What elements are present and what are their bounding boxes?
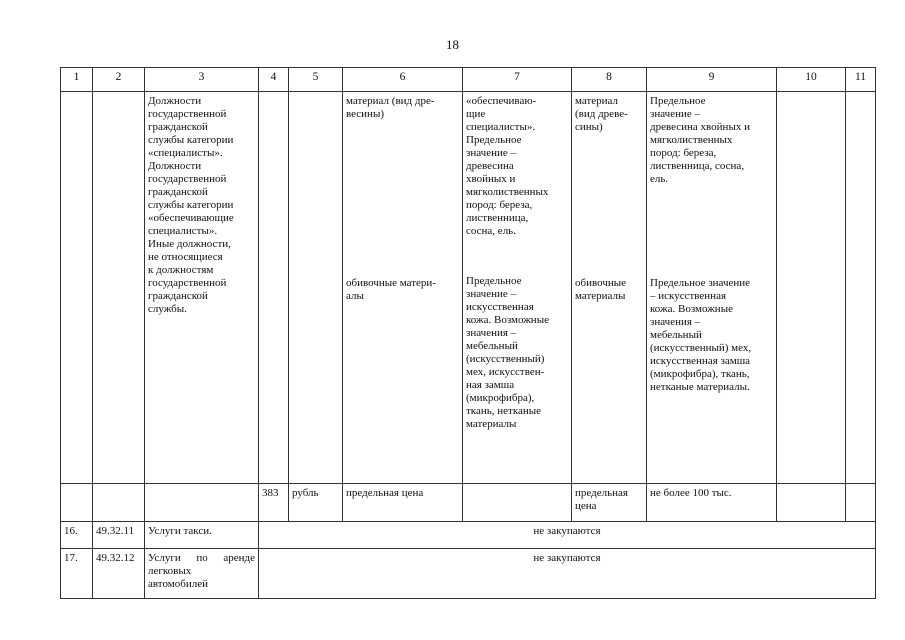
text-line: мех, искусствен- [466,366,545,378]
text-line: не относящиеся [148,251,223,263]
header-cell: 2 [93,68,145,92]
text-line: материал [575,95,619,107]
table-row [61,92,876,484]
status-note: не закупаются [259,522,876,549]
text-line: Должности [148,160,202,172]
text-line: Предельное [466,134,522,146]
text-line: «обеспечивающие [148,212,234,224]
header-cell: 7 [463,68,572,92]
value-cell: не более 100 тыс. [647,484,777,522]
text-line: материалы [466,418,517,430]
text-line: службы категории [148,134,234,146]
requirements-table [60,67,876,599]
table-row [61,522,876,549]
okpd-code: 49.32.11 [93,522,145,549]
text-line: мягколиственных [466,186,549,198]
characteristic-cell [572,484,647,522]
text-line: гражданской [148,121,208,133]
status-note: не закупаются [259,549,876,599]
text-line: кожа. Возможные [466,314,549,326]
header-row [61,68,876,92]
header-cell: 10 [777,68,846,92]
text-line: кожа. Возможные [650,303,733,315]
header-cell: 4 [259,68,289,92]
text-line: Иные должности, [148,238,231,250]
text-line: специалисты». [148,225,218,237]
text-line: пород: береза, [466,199,533,211]
text-line: щие [466,108,486,120]
text-line: цена [575,500,597,512]
characteristic-cell: предельная цена [343,484,463,522]
row-number: 16. [61,522,93,549]
text-line: лиственница, [466,212,529,224]
text-line: ткань, нетканые [466,405,542,417]
header-cell: 3 [145,68,259,92]
value-cell [463,92,572,484]
text-line: весины) [346,108,384,120]
text-line: службы. [148,303,187,315]
unit-code: 383 [259,484,289,522]
text-line: «специалисты». [148,147,223,159]
text-line: алы [346,290,364,302]
text-line: Предельное значение [650,277,751,289]
text-line: гражданской [148,186,208,198]
header-cell: 9 [647,68,777,92]
text-line: материал (вид дре- [346,95,435,107]
text-line: мягколиственных [650,134,733,146]
text-line: значение – [466,147,516,159]
text-line: «обеспечиваю- [466,95,537,107]
text-line: государственной [148,277,227,289]
value-cell [647,92,777,484]
text-line: службы категории [148,199,234,211]
characteristic-cell [572,92,647,484]
text-line: предельная [575,487,628,499]
text-line: хвойных и [466,173,516,185]
text-line: значение – [650,108,700,120]
text-line: (микрофибра), [466,392,535,404]
item-name: Услуги по аренде легковых автомобилей [145,549,259,599]
unit-name: рубль [289,484,343,522]
header-cell: 8 [572,68,647,92]
item-name: Услуги такси. [145,522,259,549]
text-line: значения – [650,316,701,328]
header-cell: 1 [61,68,93,92]
text-line: Предельное [650,95,706,107]
table-row [61,549,876,599]
text-line: мебельный [650,329,702,341]
text-line: обивочные [575,277,627,289]
text-line: гражданской [148,290,208,302]
text-line: искусственная [466,301,534,313]
text-line: сины) [575,121,603,133]
header-cell: 11 [846,68,876,92]
text-line: значения – [466,327,517,339]
text-line: искусственная замша [650,355,751,367]
text-line: обивочные матери- [346,277,436,289]
text-line: ель. [650,173,669,185]
page-number: 18 [446,37,459,52]
text-line: Предельное [466,275,522,287]
text-line: – искусственная [650,290,727,302]
text-line: (искусственный) мех, [650,342,752,354]
row-number: 17. [61,549,93,599]
text-line: специалисты». [466,121,536,133]
characteristic-cell [343,92,463,484]
positions-cell [145,92,259,484]
text-line: мебельный [466,340,518,352]
text-line: государственной [148,108,227,120]
text-line: к должностям [148,264,214,276]
text-line: (искусственный) [466,353,545,365]
text-line: материалы [575,290,626,302]
text-line: древесина хвойных и [650,121,750,133]
text-line: значение – [466,288,516,300]
text-line: Должности [148,95,202,107]
text-line: автомобилей [148,578,208,590]
header-cell: 5 [289,68,343,92]
table-row [61,484,876,522]
text-line: лиственница, сосна, [650,160,745,172]
okpd-code: 49.32.12 [93,549,145,599]
text-line: легковых [148,565,192,577]
text-line: государственной [148,173,227,185]
text-line: (микрофибра), ткань, [650,368,750,380]
text-line: пород: береза, [650,147,717,159]
text-line: древесина [466,160,514,172]
text-line: ная замша [466,379,515,391]
text-line: нетканые материалы. [650,381,750,393]
text-line: (вид древе- [575,108,628,120]
text-line: сосна, ель. [466,225,516,237]
header-cell: 6 [343,68,463,92]
